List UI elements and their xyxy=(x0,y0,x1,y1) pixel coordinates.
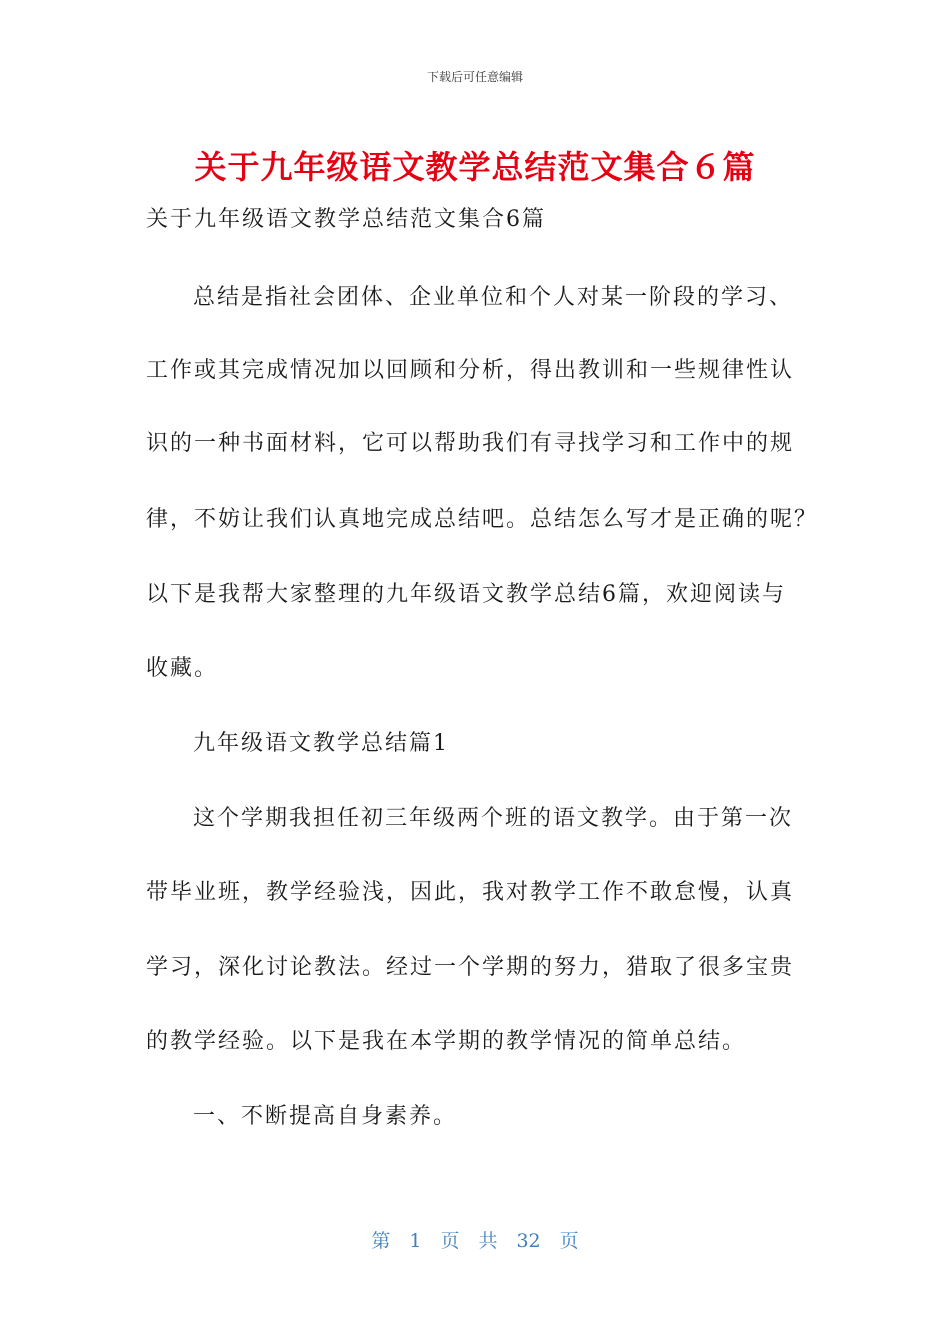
body-line-4: 的教学经验。以下是我在本学期的教学情况的简单总结。 xyxy=(146,1029,747,1054)
point-one-heading: 一、不断提高自身素养。 xyxy=(193,1104,458,1129)
document-title: 关于九年级语文教学总结范文集合６篇 xyxy=(194,148,756,186)
intro-line-3: 识的一种书面材料，它可以帮助我们有寻找学习和工作中的规 xyxy=(146,431,795,456)
body-line-3: 学习，深化讨论教法。经过一个学期的努力，猎取了很多宝贵 xyxy=(146,955,795,980)
intro-line-4: 律，不妨让我们认真地完成总结吧。总结怎么写才是正确的呢？ xyxy=(146,507,819,532)
body-line-1: 这个学期我担任初三年级两个班的语文教学。由于第一次 xyxy=(193,806,794,831)
header-note: 下载后可任意编辑 xyxy=(426,70,523,84)
intro-line-2: 工作或其完成情况加以回顾和分析，得出教训和一些规律性认 xyxy=(146,358,795,383)
intro-line-1: 总结是指社会团体、企业单位和个人对某一阶段的学习、 xyxy=(193,285,794,310)
document-subtitle: 关于九年级语文教学总结范文集合6篇 xyxy=(146,207,546,232)
intro-line-5: 以下是我帮大家整理的九年级语文教学总结6篇，欢迎阅读与 xyxy=(146,582,786,607)
body-line-2: 带毕业班，教学经验浅，因此，我对教学工作不敢怠慢，认真 xyxy=(146,880,795,905)
section-heading: 九年级语文教学总结篇1 xyxy=(193,731,449,756)
page-footer: 第 1 页 共 32 页 xyxy=(371,1230,579,1252)
intro-line-6: 收藏。 xyxy=(146,656,219,681)
